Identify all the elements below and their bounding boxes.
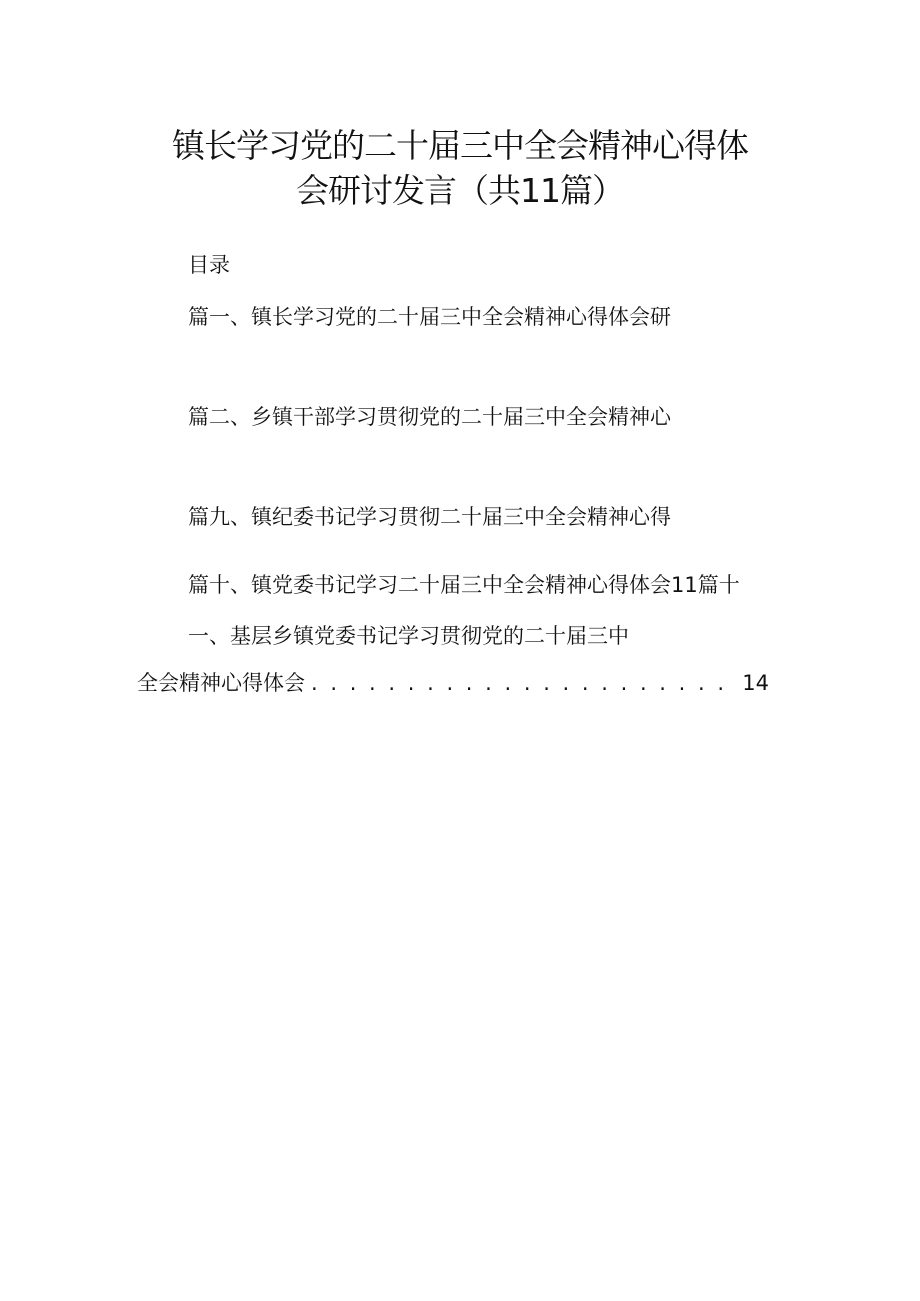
toc-dot-leader bbox=[311, 669, 738, 697]
toc-entry[interactable]: 篇二、乡镇干部学习贯彻党的二十届三中全会精神心 bbox=[188, 405, 671, 429]
document-title-line-2: 会研讨发言（共11篇） bbox=[296, 171, 624, 210]
toc-entry[interactable]: 一、基层乡镇党委书记学习贯彻党的二十届三中 bbox=[188, 624, 629, 648]
toc-entry[interactable]: 篇十、镇党委书记学习二十届三中全会精神心得体会11篇十 bbox=[188, 573, 740, 597]
toc-entry[interactable]: 篇九、镇纪委书记学习贯彻二十届三中全会精神心得 bbox=[188, 505, 671, 529]
toc-entry-text: 全会精神心得体会 bbox=[137, 671, 305, 695]
toc-entry[interactable]: 篇一、镇长学习党的二十届三中全会精神心得体会研 bbox=[188, 305, 671, 329]
toc-entry-with-page[interactable] bbox=[137, 669, 769, 697]
toc-heading: 目录 bbox=[188, 253, 230, 277]
document-title-line-1: 镇长学习党的二十届三中全会精神心得体 bbox=[172, 126, 748, 165]
toc-page-number: 14 bbox=[742, 671, 769, 695]
